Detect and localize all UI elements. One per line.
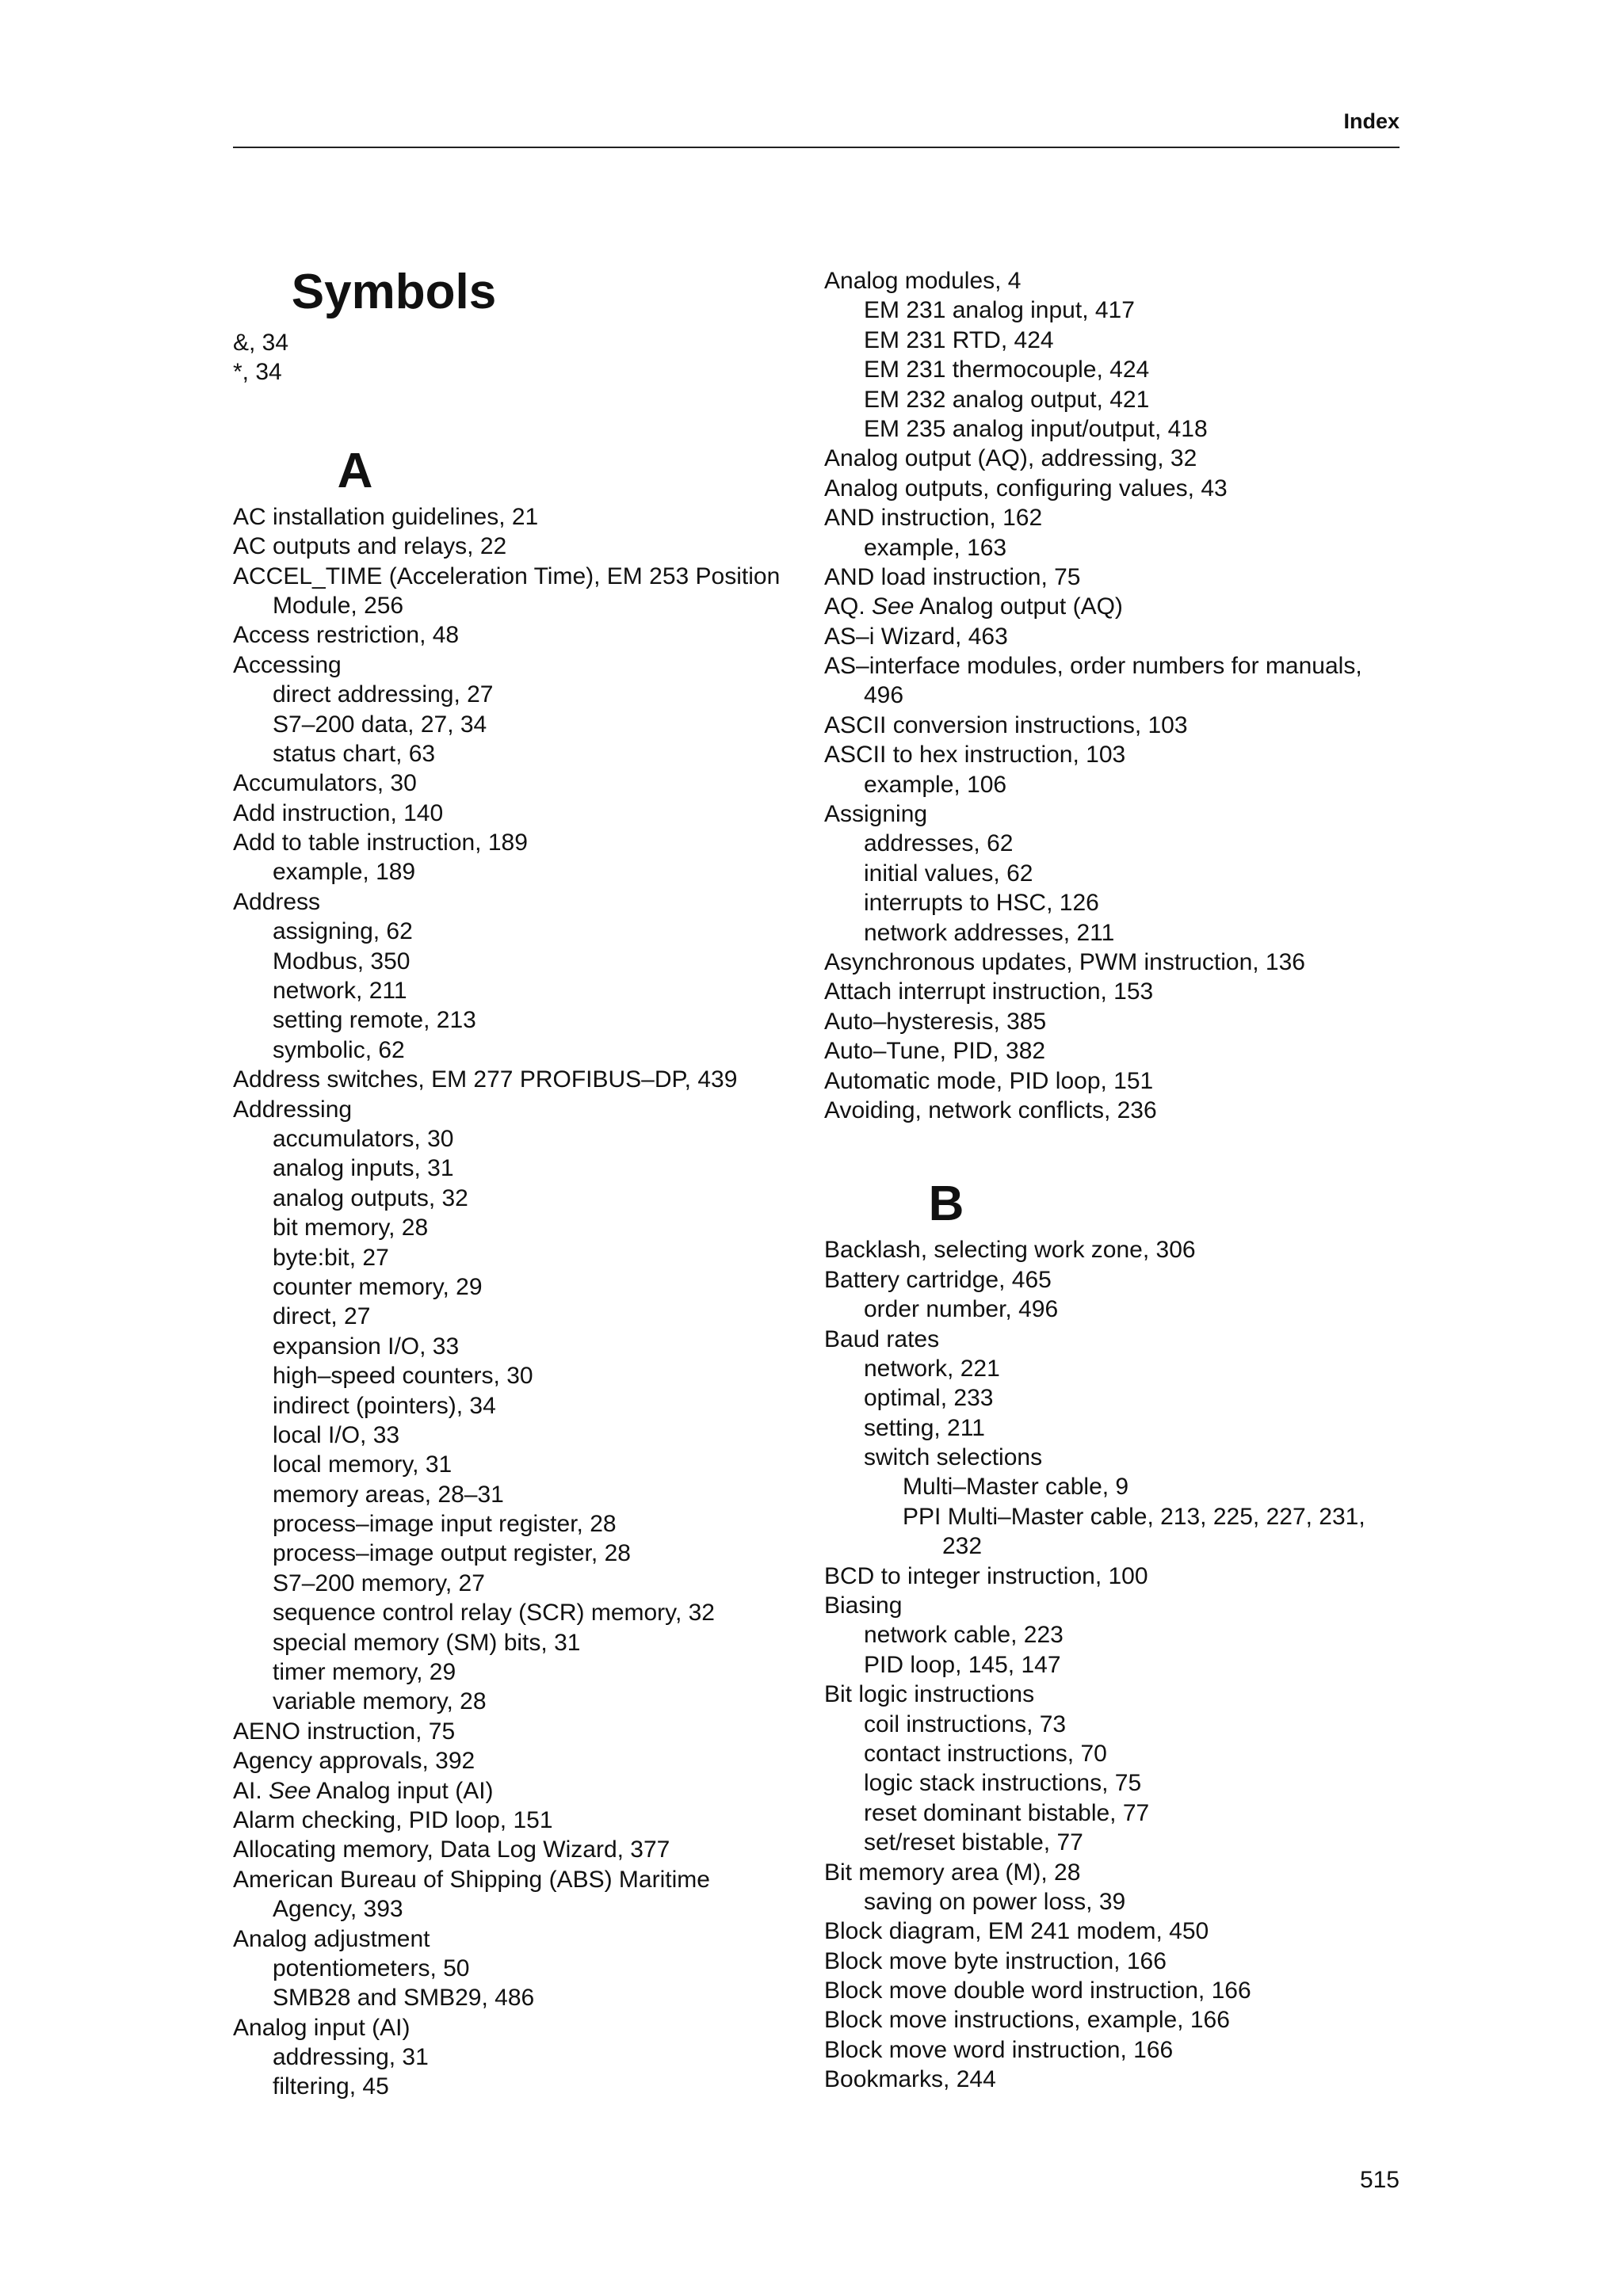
- index-subentry: saving on power loss, 39: [864, 1888, 1126, 1915]
- index-subentry: assigning, 62: [273, 918, 413, 945]
- index-subentry: timer memory, 29: [273, 1659, 456, 1686]
- index-subentry: PID loop, 145, 147: [864, 1651, 1061, 1678]
- index-subentry: status chart, 63: [273, 740, 436, 767]
- index-entry: Attach interrupt instruction, 153: [824, 978, 1154, 1005]
- index-subentry: bit memory, 28: [273, 1215, 429, 1241]
- index-entry: [824, 592, 1411, 621]
- index-entry: Analog adjustment: [233, 1925, 430, 1952]
- index-entry: BCD to integer instruction, 100: [824, 1562, 1148, 1589]
- section-heading: A: [337, 443, 373, 498]
- index-column-left: [233, 266, 819, 2102]
- index-entry: Access restriction, 48: [233, 622, 460, 649]
- index-entry: Analog outputs, configuring values, 43: [824, 475, 1228, 502]
- index-subentry: network addresses, 211: [864, 919, 1115, 946]
- index-entry: Addressing: [233, 1096, 353, 1123]
- see-reference-label: See: [269, 1777, 311, 1804]
- index-subentry: example, 163: [864, 534, 1007, 561]
- index-subentry: indirect (pointers), 34: [273, 1392, 496, 1419]
- index-entry: Baud rates: [824, 1325, 940, 1352]
- index-subentry: process–image input register, 28: [273, 1511, 617, 1538]
- index-subentry: variable memory, 28: [273, 1688, 487, 1715]
- index-entry: Allocating memory, Data Log Wizard, 377: [233, 1836, 670, 1863]
- index-entry: Bookmarks, 244: [824, 2066, 996, 2093]
- index-subentry: set/reset bistable, 77: [864, 1829, 1083, 1856]
- running-header-title: Index: [1343, 109, 1400, 133]
- index-entry: Address switches, EM 277 PROFIBUS–DP, 439: [233, 1066, 738, 1093]
- index-subentry: S7–200 memory, 27: [273, 1569, 485, 1596]
- index-entry: Bit logic instructions: [824, 1681, 1035, 1708]
- index-entry: AND load instruction, 75: [824, 563, 1081, 590]
- index-entry: Agency approvals, 392: [233, 1748, 475, 1775]
- index-subentry: SMB28 and SMB29, 486: [273, 1985, 535, 2012]
- index-entry: Bit memory area (M), 28: [824, 1859, 1081, 1886]
- index-entry: Backlash, selecting work zone, 306: [824, 1237, 1196, 1264]
- index-subentry: analog outputs, 32: [273, 1184, 468, 1211]
- index-subentry: addresses, 62: [864, 830, 1014, 857]
- index-entry: *, 34: [233, 359, 282, 386]
- index-entry: Automatic mode, PID loop, 151: [824, 1067, 1154, 1094]
- index-subentry: order number, 496: [864, 1296, 1059, 1323]
- index-subentry: EM 231 analog input, 417: [864, 297, 1135, 324]
- index-subentry: direct addressing, 27: [273, 681, 494, 708]
- index-subentry: filtering, 45: [273, 2073, 389, 2100]
- index-subentry: symbolic, 62: [273, 1036, 405, 1063]
- index-subentry: process–image output register, 28: [273, 1540, 631, 1567]
- index-subentry: Module, 256: [273, 592, 404, 619]
- index-subentry: local memory, 31: [273, 1451, 453, 1478]
- index-subentry: special memory (SM) bits, 31: [273, 1629, 581, 1656]
- index-subentry: coil instructions, 73: [864, 1711, 1067, 1737]
- index-entry: Address: [233, 888, 321, 915]
- section-heading: B: [928, 1177, 964, 1232]
- index-subentry: S7–200 data, 27, 34: [273, 711, 487, 738]
- index-subentry: EM 231 RTD, 424: [864, 326, 1054, 353]
- index-subentry: network cable, 223: [864, 1622, 1064, 1649]
- index-subentry: interrupts to HSC, 126: [864, 890, 1099, 917]
- header-rule: [233, 147, 1400, 148]
- index-entry: &, 34: [233, 330, 289, 356]
- index-subentry: logic stack instructions, 75: [864, 1770, 1142, 1797]
- index-subentry: Multi–Master cable, 9: [903, 1474, 1129, 1501]
- index-entry: AENO instruction, 75: [233, 1718, 456, 1745]
- index-subentry: switch selections: [864, 1444, 1043, 1471]
- index-entry: AS–i Wizard, 463: [824, 623, 1008, 650]
- see-reference-target: Analog output (AQ): [914, 593, 1123, 620]
- index-entry: Assigning: [824, 801, 928, 828]
- index-entry: Avoiding, network conflicts, 236: [824, 1097, 1157, 1123]
- see-reference-target: Analog input (AI): [311, 1777, 494, 1804]
- index-subentry: local I/O, 33: [273, 1421, 400, 1448]
- section-spacer: [233, 387, 819, 445]
- index-subentry: contact instructions, 70: [864, 1740, 1107, 1767]
- index-entry: AS–interface modules, order numbers for manuals,: [824, 653, 1362, 680]
- index-entry: AC outputs and relays, 22: [233, 533, 507, 560]
- index-subentry: setting, 211: [864, 1414, 985, 1441]
- index-entry: Alarm checking, PID loop, 151: [233, 1806, 553, 1833]
- index-entry: ACCEL_TIME (Acceleration Time), EM 253 Position: [233, 563, 781, 589]
- index-subentry: expansion I/O, 33: [273, 1333, 460, 1360]
- section-heading: Symbols: [291, 265, 497, 319]
- index-subentry: PPI Multi–Master cable, 213, 225, 227, 231,: [903, 1503, 1365, 1530]
- index-entry: Block diagram, EM 241 modem, 450: [824, 1918, 1209, 1945]
- index-entry: [233, 1776, 819, 1806]
- index-subentry: EM 231 thermocouple, 424: [864, 357, 1150, 383]
- index-subentry: Agency, 393: [273, 1896, 403, 1923]
- index-subentry: network, 221: [864, 1355, 1000, 1382]
- index-subentry: initial values, 62: [864, 860, 1033, 887]
- index-subentry: direct, 27: [273, 1303, 371, 1330]
- index-entry: Block move double word instruction, 166: [824, 1978, 1251, 2004]
- index-entry: American Bureau of Shipping (ABS) Maritime: [233, 1866, 710, 1893]
- index-entry: Battery cartridge, 465: [824, 1266, 1052, 1293]
- index-subentry: byte:bit, 27: [273, 1244, 389, 1271]
- index-entry: Accumulators, 30: [233, 770, 417, 797]
- index-subentry: network, 211: [273, 978, 407, 1005]
- index-entry: ASCII to hex instruction, 103: [824, 742, 1126, 769]
- see-reference-label: See: [872, 593, 915, 620]
- index-entry: Analog modules, 4: [824, 268, 1022, 294]
- entry-term: AI.: [233, 1777, 269, 1804]
- index-entry: AC installation guidelines, 21: [233, 503, 539, 530]
- index-subentry: potentiometers, 50: [273, 1955, 470, 1981]
- index-entry: Accessing: [233, 651, 342, 678]
- index-subentry: example, 106: [864, 771, 1007, 798]
- index-entry: Biasing: [824, 1592, 903, 1619]
- index-entry: ASCII conversion instructions, 103: [824, 711, 1188, 738]
- index-subentry: 496: [864, 682, 904, 709]
- index-subentry: setting remote, 213: [273, 1007, 476, 1034]
- index-entry: Add to table instruction, 189: [233, 830, 528, 856]
- index-entry: Auto–Tune, PID, 382: [824, 1038, 1046, 1065]
- index-subentry: sequence control relay (SCR) memory, 32: [273, 1600, 715, 1627]
- index-entry: Add instruction, 140: [233, 799, 444, 826]
- index-subentry: accumulators, 30: [273, 1125, 454, 1152]
- section-spacer: [824, 1125, 1411, 1178]
- index-entry: Analog output (AQ), addressing, 32: [824, 445, 1197, 472]
- index-entry: Analog input (AI): [233, 2014, 411, 2041]
- index-subentry: addressing, 31: [273, 2044, 429, 2071]
- index-entry: Block move instructions, example, 166: [824, 2007, 1230, 2034]
- index-subentry: memory areas, 28–31: [273, 1481, 504, 1508]
- index-subentry: 232: [942, 1533, 983, 1560]
- index-subentry: example, 189: [273, 859, 416, 886]
- page-number: 515: [1359, 2167, 1400, 2193]
- index-column-right: [824, 266, 1411, 2095]
- index-subentry: high–speed counters, 30: [273, 1363, 533, 1390]
- index-subentry: Modbus, 350: [273, 948, 411, 974]
- index-entry: Block move word instruction, 166: [824, 2036, 1174, 2063]
- index-subentry: analog inputs, 31: [273, 1155, 454, 1182]
- index-subentry: counter memory, 29: [273, 1273, 483, 1300]
- index-subentry: EM 232 analog output, 421: [864, 386, 1150, 413]
- index-subentry: EM 235 analog input/output, 418: [864, 415, 1208, 442]
- index-entry: Auto–hysteresis, 385: [824, 1008, 1047, 1035]
- index-entry: AND instruction, 162: [824, 505, 1043, 532]
- entry-term: AQ.: [824, 593, 873, 620]
- index-entry: Block move byte instruction, 166: [824, 1947, 1167, 1974]
- index-entry: Asynchronous updates, PWM instruction, 136: [824, 948, 1305, 975]
- index-subentry: reset dominant bistable, 77: [864, 1799, 1150, 1826]
- index-subentry: optimal, 233: [864, 1385, 994, 1412]
